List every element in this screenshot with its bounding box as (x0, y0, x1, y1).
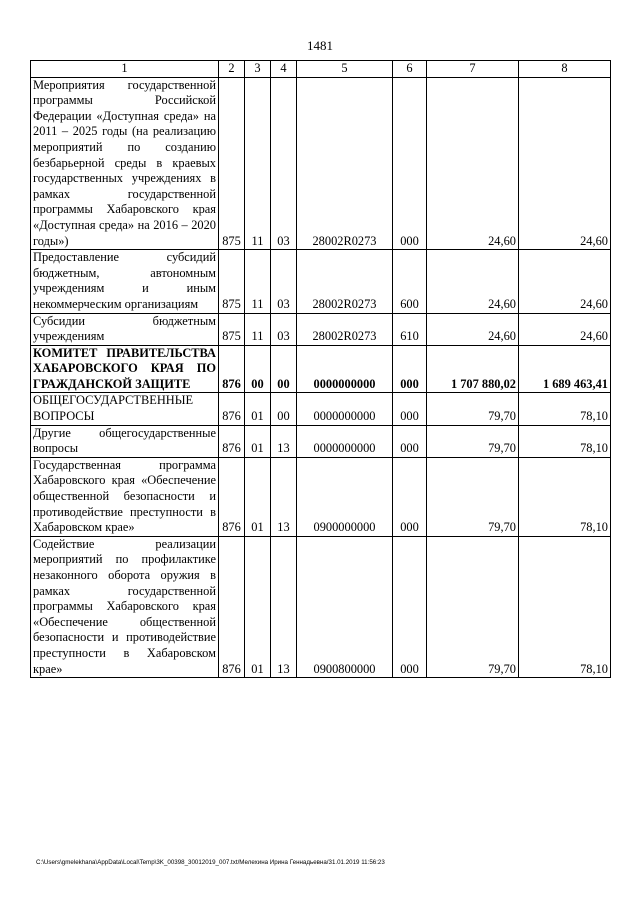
row-section-cell: 11 (245, 77, 271, 250)
row-amount-2019-cell: 24,60 (427, 250, 519, 313)
row-expense-type-cell: 000 (393, 457, 427, 536)
header-col-5: 5 (297, 61, 393, 78)
row-target-article-cell: 0900800000 (297, 536, 393, 677)
row-amount-2020-cell: 78,10 (519, 457, 611, 536)
header-col-6: 6 (393, 61, 427, 78)
row-grbs-cell: 876 (219, 457, 245, 536)
row-name-cell: Содействие реализации мероприятий по профилактике незаконного оборота оружия в рамках государственной программы Хабаровского края «Обеспечение общественной безопасности и противодействие преступности в Хабаровском крае» (31, 536, 219, 677)
row-amount-2019-cell: 79,70 (427, 393, 519, 425)
table-row (31, 345, 611, 393)
budget-table (30, 60, 611, 678)
header-col-1: 1 (31, 61, 219, 78)
row-subsection-cell: 13 (271, 536, 297, 677)
row-target-article-cell: 0900000000 (297, 457, 393, 536)
row-grbs-cell: 876 (219, 536, 245, 677)
row-name-cell: КОМИТЕТ ПРАВИТЕЛЬСТВА ХАБАРОВСКОГО КРАЯ ПО ГРАЖДАНСКОЙ ЗАЩИТЕ (31, 345, 219, 393)
table-row (31, 250, 611, 313)
row-target-article-cell: 0000000000 (297, 393, 393, 425)
row-name-cell: Мероприятия государственной программы Российской Федерации «Доступная среда» на 2011 – 2025 годы (на реализацию мероприятий по созданию безбарьерной среды в краевых государственных учреждениях в рамках государственной программы Хабаровского края «Доступная среда» на 2016 – 2020 годы») (31, 77, 219, 250)
row-section-cell: 01 (245, 457, 271, 536)
row-expense-type-cell: 000 (393, 345, 427, 393)
row-amount-2019-cell: 24,60 (427, 77, 519, 250)
table-row (31, 393, 611, 425)
row-subsection-cell: 03 (271, 313, 297, 345)
header-col-3: 3 (245, 61, 271, 78)
row-amount-2019-cell: 1 707 880,02 (427, 345, 519, 393)
page-number: 1481 (307, 38, 333, 53)
row-grbs-cell: 875 (219, 77, 245, 250)
table-row (31, 77, 611, 250)
row-section-cell: 01 (245, 536, 271, 677)
row-target-article-cell: 28002R0273 (297, 77, 393, 250)
row-grbs-cell: 875 (219, 313, 245, 345)
table-row (31, 313, 611, 345)
row-amount-2020-cell: 1 689 463,41 (519, 345, 611, 393)
row-name-cell: Предоставление субсидий бюджетным, автономным учреждениям и иным некоммерческим организациям (31, 250, 219, 313)
row-subsection-cell: 13 (271, 425, 297, 457)
table-row (31, 536, 611, 677)
row-target-article-cell: 28002R0273 (297, 250, 393, 313)
row-name-cell: Государственная программа Хабаровского края «Обеспечение общественной безопасности и противодействие преступности в Хабаровском крае» (31, 457, 219, 536)
footer-file-path: C:\Users\gmelekhana\AppData\Local\Temp\3K_00398_30012019_007.txt/Мелехина Ирина Геннадьевна/31.01.2019 11:56:23 (36, 859, 385, 866)
header-col-8: 8 (519, 61, 611, 78)
row-amount-2020-cell: 78,10 (519, 393, 611, 425)
row-subsection-cell: 00 (271, 393, 297, 425)
row-amount-2020-cell: 78,10 (519, 425, 611, 457)
row-amount-2020-cell: 24,60 (519, 250, 611, 313)
row-grbs-cell: 876 (219, 393, 245, 425)
row-section-cell: 00 (245, 345, 271, 393)
header-col-2: 2 (219, 61, 245, 78)
row-grbs-cell: 876 (219, 425, 245, 457)
row-expense-type-cell: 000 (393, 425, 427, 457)
table-header-row (31, 61, 611, 78)
table-row (31, 425, 611, 457)
row-target-article-cell: 28002R0273 (297, 313, 393, 345)
row-name-cell: ОБЩЕГОСУДАРСТВЕННЫЕ ВОПРОСЫ (31, 393, 219, 425)
row-grbs-cell: 876 (219, 345, 245, 393)
row-amount-2020-cell: 24,60 (519, 313, 611, 345)
row-target-article-cell: 0000000000 (297, 345, 393, 393)
row-amount-2019-cell: 79,70 (427, 425, 519, 457)
row-section-cell: 01 (245, 425, 271, 457)
table-row (31, 457, 611, 536)
row-expense-type-cell: 600 (393, 250, 427, 313)
row-name-cell: Другие общегосударственные вопросы (31, 425, 219, 457)
row-grbs-cell: 875 (219, 250, 245, 313)
row-amount-2020-cell: 24,60 (519, 77, 611, 250)
row-subsection-cell: 00 (271, 345, 297, 393)
row-amount-2020-cell: 78,10 (519, 536, 611, 677)
row-subsection-cell: 03 (271, 250, 297, 313)
row-expense-type-cell: 000 (393, 536, 427, 677)
row-expense-type-cell: 000 (393, 77, 427, 250)
row-section-cell: 11 (245, 313, 271, 345)
row-subsection-cell: 03 (271, 77, 297, 250)
row-section-cell: 01 (245, 393, 271, 425)
header-col-7: 7 (427, 61, 519, 78)
row-subsection-cell: 13 (271, 457, 297, 536)
row-amount-2019-cell: 24,60 (427, 313, 519, 345)
header-col-4: 4 (271, 61, 297, 78)
row-section-cell: 11 (245, 250, 271, 313)
row-expense-type-cell: 000 (393, 393, 427, 425)
row-expense-type-cell: 610 (393, 313, 427, 345)
row-name-cell: Субсидии бюджетным учреждениям (31, 313, 219, 345)
row-amount-2019-cell: 79,70 (427, 536, 519, 677)
row-amount-2019-cell: 79,70 (427, 457, 519, 536)
row-target-article-cell: 0000000000 (297, 425, 393, 457)
